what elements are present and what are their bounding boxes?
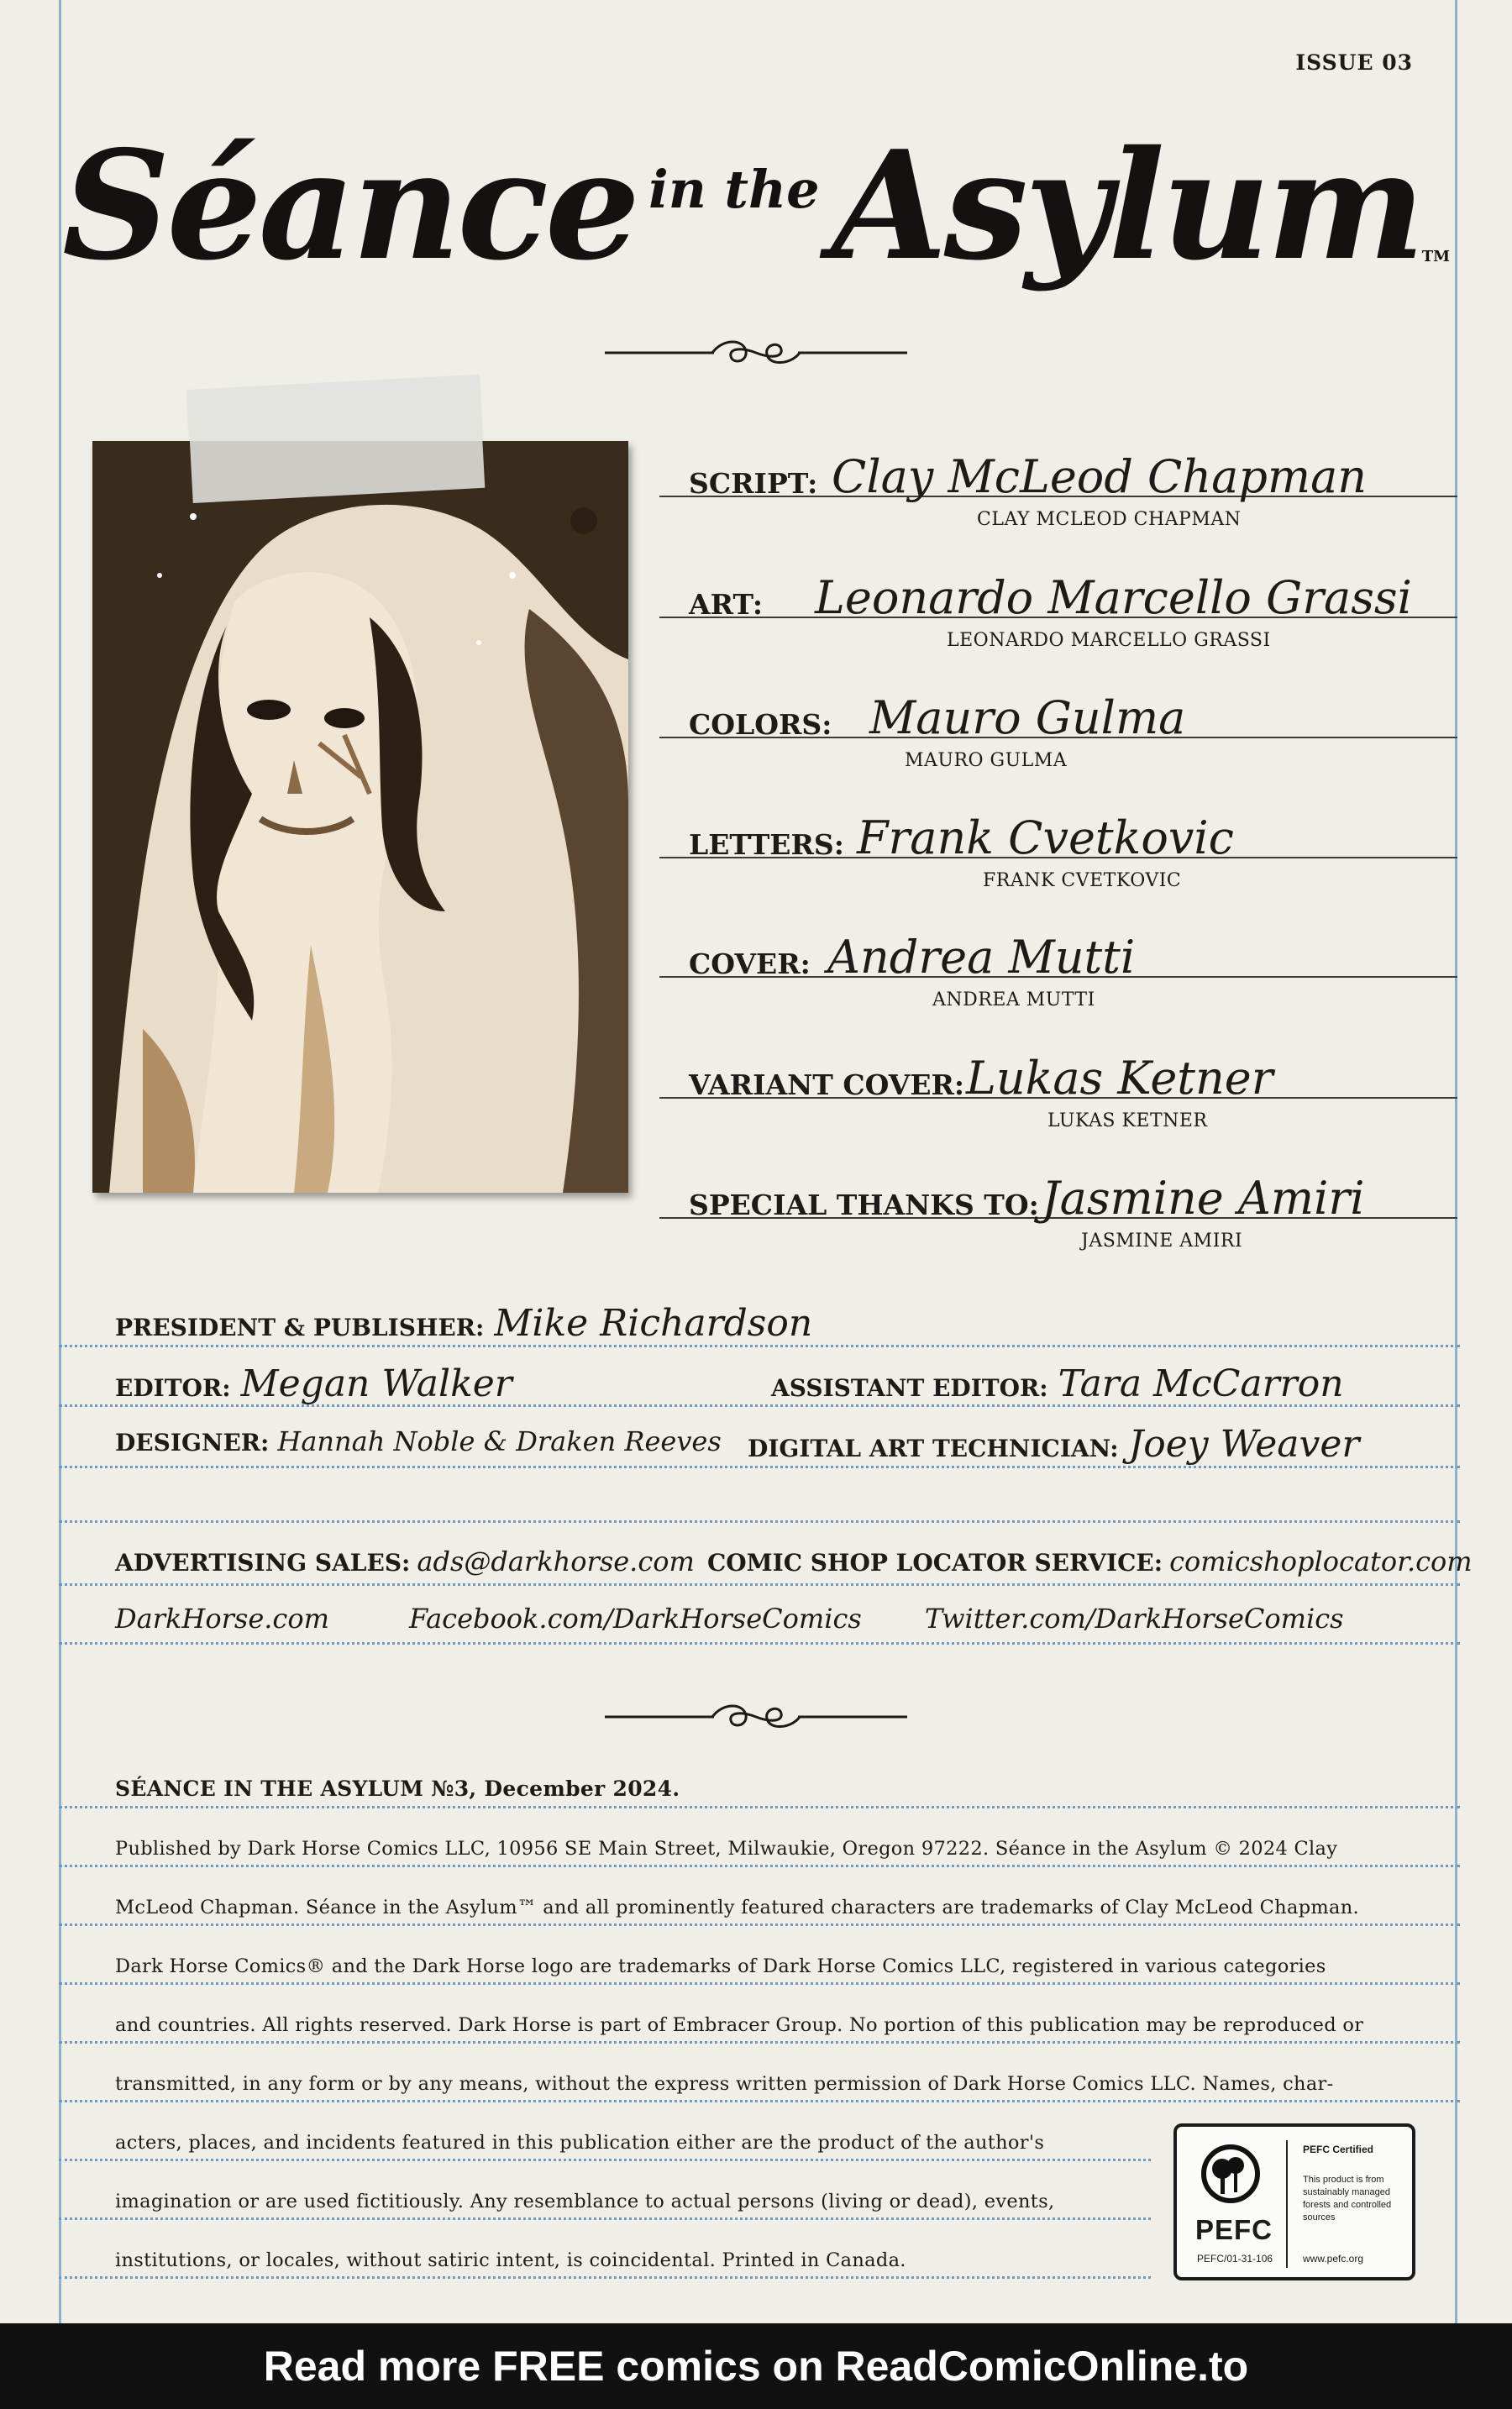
credit-signature: Jasmine Amiri (1042, 1172, 1365, 1225)
links-row (115, 1603, 1344, 1635)
pefc-description: This product is from sustainably managed forests and controlled sources (1303, 2175, 1392, 2223)
editor-name: Megan Walker (240, 1362, 512, 1405)
dotted-rule (59, 2276, 1151, 2279)
digital-tech-label: DIGITAL ART TECHNICIAN: (748, 1435, 1119, 1462)
credit-printed-name: ANDREA MUTTI (932, 989, 1095, 1010)
dotted-rule (59, 1806, 1460, 1808)
dotted-rule (59, 1520, 1460, 1523)
credit-role: ART: (689, 588, 764, 621)
dotted-rule (59, 1924, 1460, 1926)
trademark-mark: TM (1421, 248, 1451, 265)
ads-label: ADVERTISING SALES: (115, 1549, 411, 1577)
darkhorse-link[interactable]: DarkHorse.com (115, 1603, 329, 1635)
dotted-rule (59, 1466, 1460, 1468)
indicia-heading: SÉANCE IN THE ASYLUM №3, December 2024. (115, 1777, 680, 1801)
credit-printed-name: MAURO GULMA (905, 750, 1068, 771)
credit-printed-name: LUKAS KETNER (1047, 1110, 1208, 1131)
indicia-line: McLeod Chapman. Séance in the Asylum™ and all prominently featured characters are trademarks of Clay McLeod Chapman. (115, 1897, 1359, 1918)
credit-signature: Frank Cvetkovic (857, 811, 1234, 864)
assistant-editor-row (771, 1362, 1344, 1405)
pefc-divider (1286, 2140, 1288, 2268)
credit-role: SCRIPT: (689, 467, 818, 500)
credit-signature: Leonardo Marcello Grassi (815, 571, 1412, 624)
flourish-divider-bottom (0, 1698, 1512, 1739)
credit-signature: Lukas Ketner (966, 1052, 1273, 1105)
pefc-certification-badge (1173, 2123, 1415, 2280)
credit-signature: Mauro Gulma (869, 691, 1186, 744)
digital-tech-name: Joey Weaver (1128, 1423, 1360, 1466)
dotted-rule (59, 2041, 1460, 2044)
credit-role: VARIANT COVER: (689, 1068, 965, 1101)
indicia-line: transmitted, in any form or by any means, without the express written permission of Dark Horse Comics LLC. Names, char- (115, 2073, 1334, 2095)
twitter-link[interactable]: Twitter.com/DarkHorseComics (924, 1603, 1344, 1635)
comic-title (0, 118, 1512, 293)
dotted-rule (59, 1345, 1460, 1347)
pefc-url[interactable]: www.pefc.org (1303, 2253, 1364, 2265)
pefc-tree-logo-icon (1200, 2144, 1261, 2204)
indicia-line: imagination or are used fictitiously. Any resemblance to actual persons (living or dead), events, (115, 2191, 1055, 2212)
president-label: PRESIDENT & PUBLISHER: (115, 1314, 485, 1341)
assistant-editor-name: Tara McCarron (1058, 1362, 1344, 1405)
issue-label: ISSUE 03 (1295, 50, 1413, 75)
tape-strip (187, 375, 486, 503)
credit-special-thanks (659, 1165, 1457, 1252)
credit-role: COVER: (689, 947, 811, 980)
designer-label: DESIGNER: (115, 1429, 270, 1456)
dotted-rule (59, 2159, 1151, 2161)
ads-email-link[interactable]: ads@darkhorse.com (417, 1546, 695, 1577)
credit-role: SPECIAL THANKS TO: (689, 1189, 1039, 1221)
dotted-rule (59, 1642, 1460, 1645)
digital-tech-row (748, 1423, 1359, 1466)
ghost-photo (92, 441, 628, 1193)
dotted-rule (59, 1865, 1460, 1867)
pefc-certified-label: PEFC Certified (1303, 2144, 1374, 2155)
credit-printed-name: CLAY MCLEOD CHAPMAN (977, 509, 1242, 530)
credit-colors (659, 685, 1457, 771)
dotted-rule (59, 2100, 1460, 2102)
title-word-seance: Séance (61, 118, 638, 293)
ads-row (115, 1546, 1473, 1577)
credit-printed-name: JASMINE AMIRI (1081, 1231, 1243, 1252)
assistant-editor-label: ASSISTANT EDITOR: (771, 1374, 1048, 1402)
credit-signature: Clay McLeod Chapman (832, 450, 1368, 503)
credit-printed-name: LEONARDO MARCELLO GRASSI (947, 630, 1271, 651)
editor-row (115, 1362, 512, 1405)
dotted-rule (59, 2217, 1151, 2220)
dotted-rule (59, 1982, 1460, 1985)
credit-signature: Andrea Mutti (827, 931, 1136, 984)
credit-art (659, 564, 1457, 651)
designer-row (115, 1425, 722, 1457)
locator-link[interactable]: comicshoplocator.com (1169, 1546, 1473, 1577)
dotted-rule (59, 1583, 1460, 1586)
designer-names: Hannah Noble & Draken Reeves (277, 1425, 722, 1457)
credit-printed-name: FRANK CVETKOVIC (983, 870, 1182, 891)
credit-role: LETTERS: (689, 828, 844, 861)
locator-label: COMIC SHOP LOCATOR SERVICE: (706, 1549, 1163, 1577)
pefc-code: PEFC/01-31-106 (1197, 2253, 1273, 2265)
title-word-asylum: Asylum (831, 118, 1422, 293)
credit-script (659, 443, 1457, 530)
indicia-line: and countries. All rights reserved. Dark Horse is part of Embracer Group. No portion of this publication may be reproduced or (115, 2014, 1364, 2036)
facebook-link[interactable]: Facebook.com/DarkHorseComics (409, 1603, 862, 1635)
indicia-line: Published by Dark Horse Comics LLC, 10956 SE Main Street, Milwaukie, Oregon 97222. Séance in the Asylum © 2024 Clay (115, 1838, 1338, 1860)
credit-role: COLORS: (689, 708, 832, 741)
indicia-line: acters, places, and incidents featured in this publication either are the product of the author's (115, 2132, 1045, 2154)
indicia-line: Dark Horse Comics® and the Dark Horse logo are trademarks of Dark Horse Comics LLC, registered in various categories (115, 1955, 1326, 1977)
president-name: Mike Richardson (494, 1302, 813, 1345)
footer-banner[interactable]: Read more FREE comics on ReadComicOnline.to (0, 2323, 1512, 2409)
credit-cover (659, 924, 1457, 1010)
credit-variant-cover (659, 1045, 1457, 1131)
title-word-in-the: in the (648, 159, 820, 220)
flourish-divider-top (0, 334, 1512, 375)
president-row (115, 1302, 812, 1345)
pefc-wordmark: PEFC (1195, 2214, 1273, 2245)
editor-label: EDITOR: (115, 1374, 231, 1402)
indicia-line: institutions, or locales, without satiric intent, is coincidental. Printed in Canada. (115, 2249, 906, 2271)
credit-letters (659, 805, 1457, 891)
